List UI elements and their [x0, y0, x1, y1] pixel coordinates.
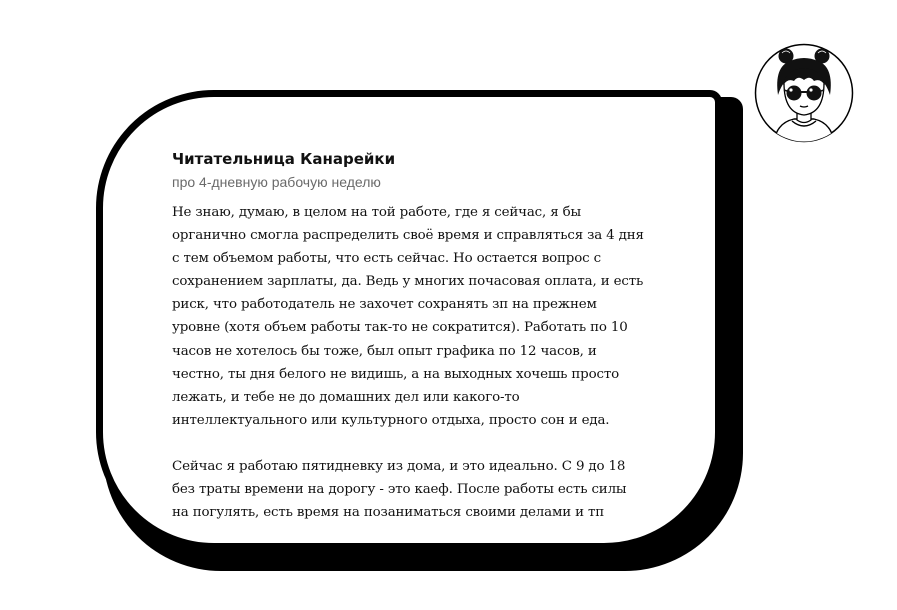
comment-paragraph-1 — [172, 201, 672, 432]
comment-paragraph-2 — [172, 455, 672, 524]
text-line: на погулять, есть время на позаниматься своими делами и тп — [172, 505, 605, 521]
text-line: часов не хотелось бы тоже, был опыт графика по 12 часов, и — [172, 343, 597, 359]
comment-topic: про 4-дневную рабочую неделю — [172, 174, 381, 190]
text-line: с тем объемом работы, что есть сейчас. Но остается вопрос с — [172, 251, 601, 267]
text-line: сохранением зарплаты, да. Ведь у многих почасовая оплата, и есть — [172, 274, 644, 290]
comment-content — [172, 148, 672, 524]
text-line: честно, ты дня белого не видишь, а на выходных хочешь просто — [172, 366, 620, 382]
text-line: риск, что работодатель не захочет сохранять зп на прежнем — [172, 297, 597, 313]
text-line: Не знаю, думаю, в целом на той работе, где я сейчас, я бы — [172, 205, 582, 220]
text-line: уровне (хотя объем работы так-то не сократится). Работать по 10 — [172, 320, 628, 336]
girl-with-sunglasses-avatar-icon — [754, 43, 854, 143]
text-line: органично смогла распределить своё время и справляться за 4 дня — [172, 228, 644, 244]
text-line: интеллектуального или культурного отдыха, просто сон и еда. — [172, 412, 610, 428]
text-line: лежать, и тебе не до домашних дел или какого-то — [172, 389, 520, 405]
comment-author: Читательница Канарейки — [172, 150, 396, 168]
text-line: без траты времени на дорогу - это каеф. После работы есть силы — [172, 482, 627, 498]
text-line: Сейчас я работаю пятидневку из дома, и это идеально. С 9 до 18 — [172, 458, 626, 474]
